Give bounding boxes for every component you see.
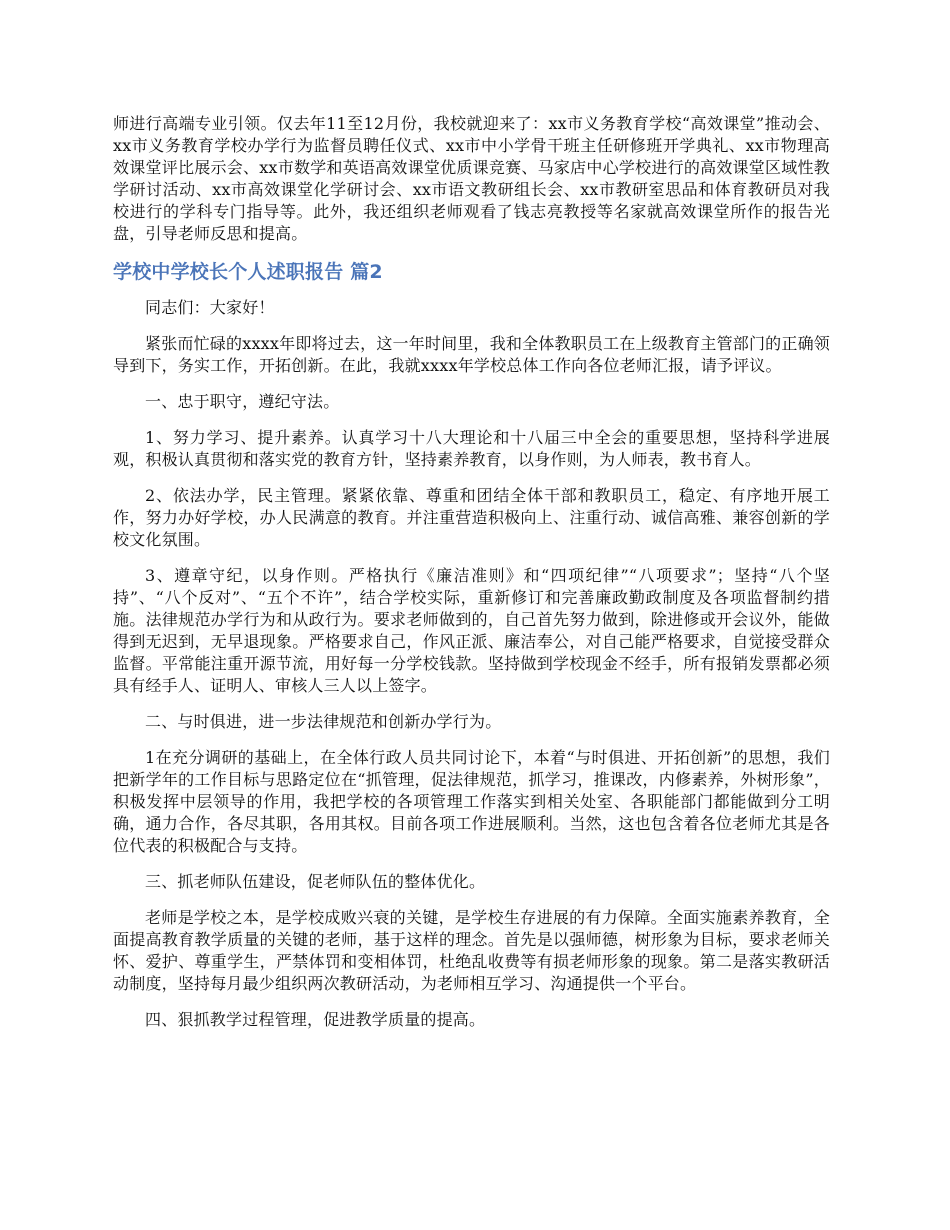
section-four-title: 四、狠抓教学过程管理，促进教学质量的提高。: [145, 1010, 486, 1029]
section-three-title: 三、抓老师队伍建设，促老师队伍的整体优化。: [145, 872, 486, 891]
section-one-title: 一、忠于职守，遵纪守法。: [145, 392, 340, 411]
section-one-item-3: 3、遵章守纪，以身作则。严格执行《廉洁准则》和“四项纪律”“八项要求”；坚持“八个坚持”、“八个反对”、“五个不许”，结合学校实际，重新修订和完善廉政勤政制度及各项监督制约措施。法律规范办学行为和从政行为。要求老师做到的，自己首先努力做到，除进修或开会议外，能做得到无迟到，无早退现象。严格要求自己，作风正派、廉洁奉公，对自己能严格要求，自觉接受群众监督。平常能注重开源节流，用好每一分学校钱款。坚持做到学校现金不经手，所有报销发票都必须具有经手人、证明人、审核人三人以上签字。: [113, 566, 830, 695]
opening-paragraph: 紧张而忙碌的xxxx年即将过去，这一年时间里，我和全体教职员工在上级教育主管部门的正确领导到下，务实工作，开拓创新。在此，我就xxxx年学校总体工作向各位老师汇报，请予评议。: [113, 334, 830, 375]
greeting-paragraph: 同志们：大家好！: [145, 298, 275, 317]
section-one-item-1: 1、努力学习、提升素养。认真学习十八大理论和十八届三中全会的重要思想，坚持科学进展观，积极认真贯彻和落实党的教育方针，坚持素养教育，以身作则，为人师表，教书育人。: [113, 428, 830, 469]
section-heading: 学校中学校长个人述职报告 篇2: [113, 261, 383, 283]
section-two-item-1: 1在充分调研的基础上，在全体行政人员共同讨论下，本着“与时俱进、开拓创新”的思想，我们把新学年的工作目标与思路定位在“抓管理，促法律规范，抓学习，推课改，内修素养，外树形象”， 积极发挥中层领导的作用，我把学校的各项管理工作落实到相关处室、各职能部门都能做到分工明确，通力合作，各尽其职，各用其权。目前各项工作进展顺利。当然，这也包含着各位老师尤其是各位代表的积极配合与支持。: [113, 748, 830, 855]
intro-paragraph: 师进行高端专业引领。仅去年11至12月份，我校就迎来了：xx市义务教育学校“高效课堂”推动会、xx市义务教育学校办学行为监督员聘任仪式、xx市中小学骨干班主任研修班开学典礼、xx市物理高效课堂评比展示会、xx市数学和英语高效课堂优质课竞赛、马家店中心学校进行的高效课堂区域性教学研讨活动、xx市高效课堂化学研讨会、xx市语文教研组长会、xx市教研室思品和体育教研员对我校进行的学科专门指导等。此外，我还组织老师观看了钱志亮教授等名家就高效课堂所作的报告光盘，引导老师反思和提高。: [113, 114, 830, 243]
section-three-body: 老师是学校之本，是学校成败兴衰的关键，是学校生存进展的有力保障。全面实施素养教育，全面提高教育教学质量的关键的老师，基于这样的理念。首先是以强师德，树形象为目标，要求老师关怀、爱护、尊重学生，严禁体罚和变相体罚，杜绝乱收费等有损老师形象的现象。第二是落实教研活动制度，坚持每月最少组织两次教研活动，为老师相互学习、沟通提供一个平台。: [113, 908, 830, 993]
section-two-title: 二、与时俱进，进一步法律规范和创新办学行为。: [145, 712, 502, 731]
document-page: [113, 113, 830, 1045]
section-one-item-2: 2、依法办学，民主管理。紧紧依靠、尊重和团结全体干部和教职员工，稳定、有序地开展工作，努力办好学校，办人民满意的教育。并注重营造积极向上、注重行动、诚信高雅、兼容创新的学校文化氛围。: [113, 486, 830, 549]
